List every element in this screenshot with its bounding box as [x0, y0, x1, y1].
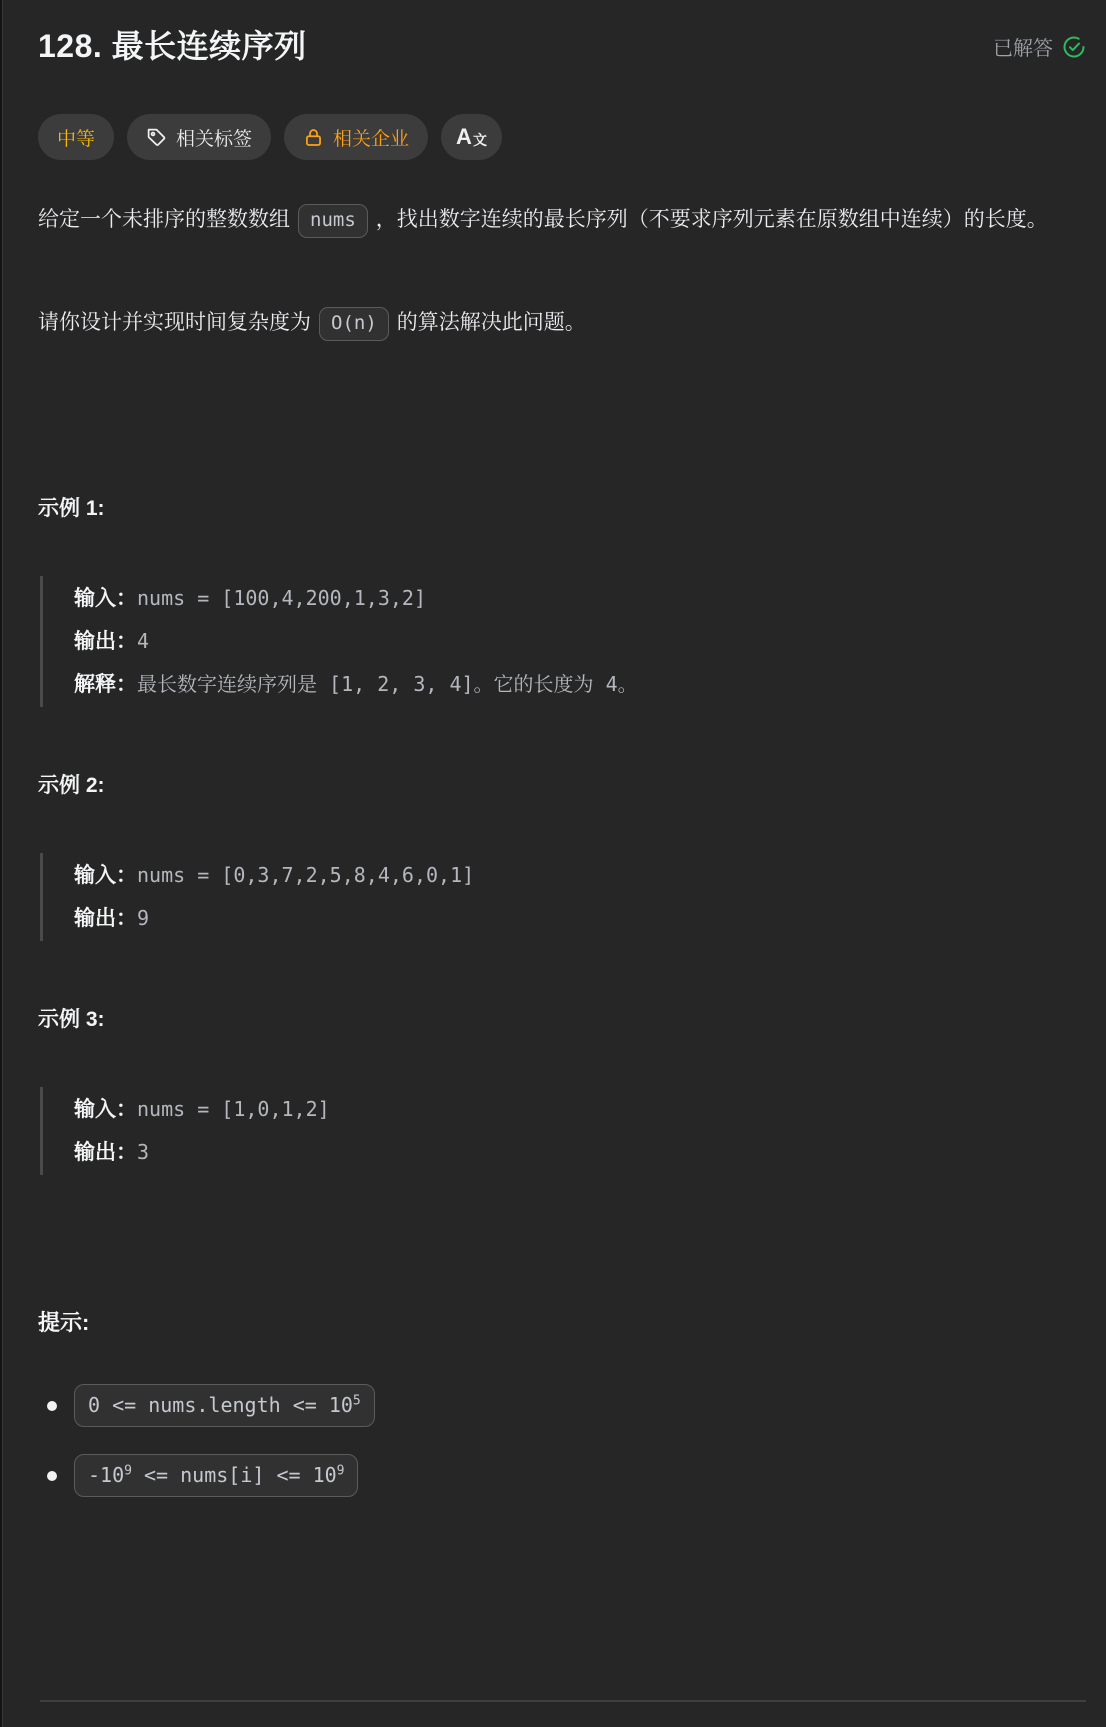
example-row: 解释：最长数字连续序列是 [1, 2, 3, 4]。它的长度为 4。	[74, 672, 638, 696]
problem-statement	[38, 198, 1086, 344]
example-heading-2: 示例 2:	[38, 774, 105, 797]
problem-header	[38, 24, 1086, 68]
example-block-3	[40, 1087, 1086, 1175]
related-companies-button[interactable]	[284, 114, 428, 160]
constraint-item	[38, 1384, 1086, 1427]
example-row-label: 输入：	[74, 1098, 137, 1121]
example-row: 输入：nums = [0,3,7,2,5,8,4,6,0,1]	[74, 863, 475, 887]
tag-icon	[146, 127, 167, 148]
constraint-code-chip: $-10^9$ <= nums[i] <= $10^9$	[74, 1454, 358, 1497]
hints-section	[38, 1308, 1086, 1497]
example-row-label: 输出：	[74, 1141, 137, 1164]
solved-status[interactable]	[993, 32, 1086, 61]
difficulty-label: 中等	[57, 128, 96, 150]
example-heading-1: 示例 1:	[38, 497, 105, 520]
badge-row	[38, 114, 1086, 160]
solved-label: 已解答	[993, 38, 1053, 60]
related-tags-label: 相关标签	[176, 128, 253, 150]
example-row: 输出：4	[74, 629, 150, 653]
translate-icon: A	[456, 124, 472, 149]
example-row: 输入：nums = [1,0,1,2]	[74, 1097, 330, 1121]
example-heading-3: 示例 3:	[38, 1008, 105, 1031]
example-row-label: 解释：	[74, 673, 137, 696]
example-row: 输出：9	[74, 906, 150, 930]
example-row-label: 输入：	[74, 864, 137, 887]
solved-check-icon	[1062, 35, 1086, 59]
lock-icon	[303, 127, 324, 148]
example-row-label: 输出：	[74, 907, 137, 930]
inline-code-chip: nums	[298, 204, 368, 238]
related-tags-button[interactable]	[127, 114, 271, 160]
section-divider	[40, 1700, 1086, 1702]
example-block-1	[40, 576, 1086, 707]
example-row-label: 输出：	[74, 630, 137, 653]
example-row: 输入：nums = [100,4,200,1,3,2]	[74, 586, 426, 610]
constraints-list	[38, 1384, 1086, 1497]
example-block-2	[40, 853, 1086, 941]
description-paragraph: 给定一个未排序的整数数组 nums ，找出数字连续的最长序列（不要求序列元素在原数组中连续）的长度。	[38, 198, 1048, 241]
examples-section	[38, 494, 1086, 1175]
example-row-label: 输入：	[74, 587, 137, 610]
problem-title: 128. 最长连续序列	[38, 28, 307, 64]
translate-button[interactable]: A 文	[441, 114, 502, 160]
constraint-code-chip: 0 <= nums.length <= $10^5$	[74, 1384, 375, 1427]
example-row: 输出：3	[74, 1140, 150, 1164]
constraint-item	[38, 1454, 1086, 1497]
description-paragraph: 请你设计并实现时间复杂度为 O(n) 的算法解决此问题。	[38, 301, 1048, 344]
related-companies-label: 相关企业	[333, 128, 410, 150]
hints-heading: 提示:	[38, 1310, 90, 1335]
inline-code-chip: O(n)	[319, 307, 389, 341]
difficulty-badge[interactable]	[38, 114, 114, 160]
